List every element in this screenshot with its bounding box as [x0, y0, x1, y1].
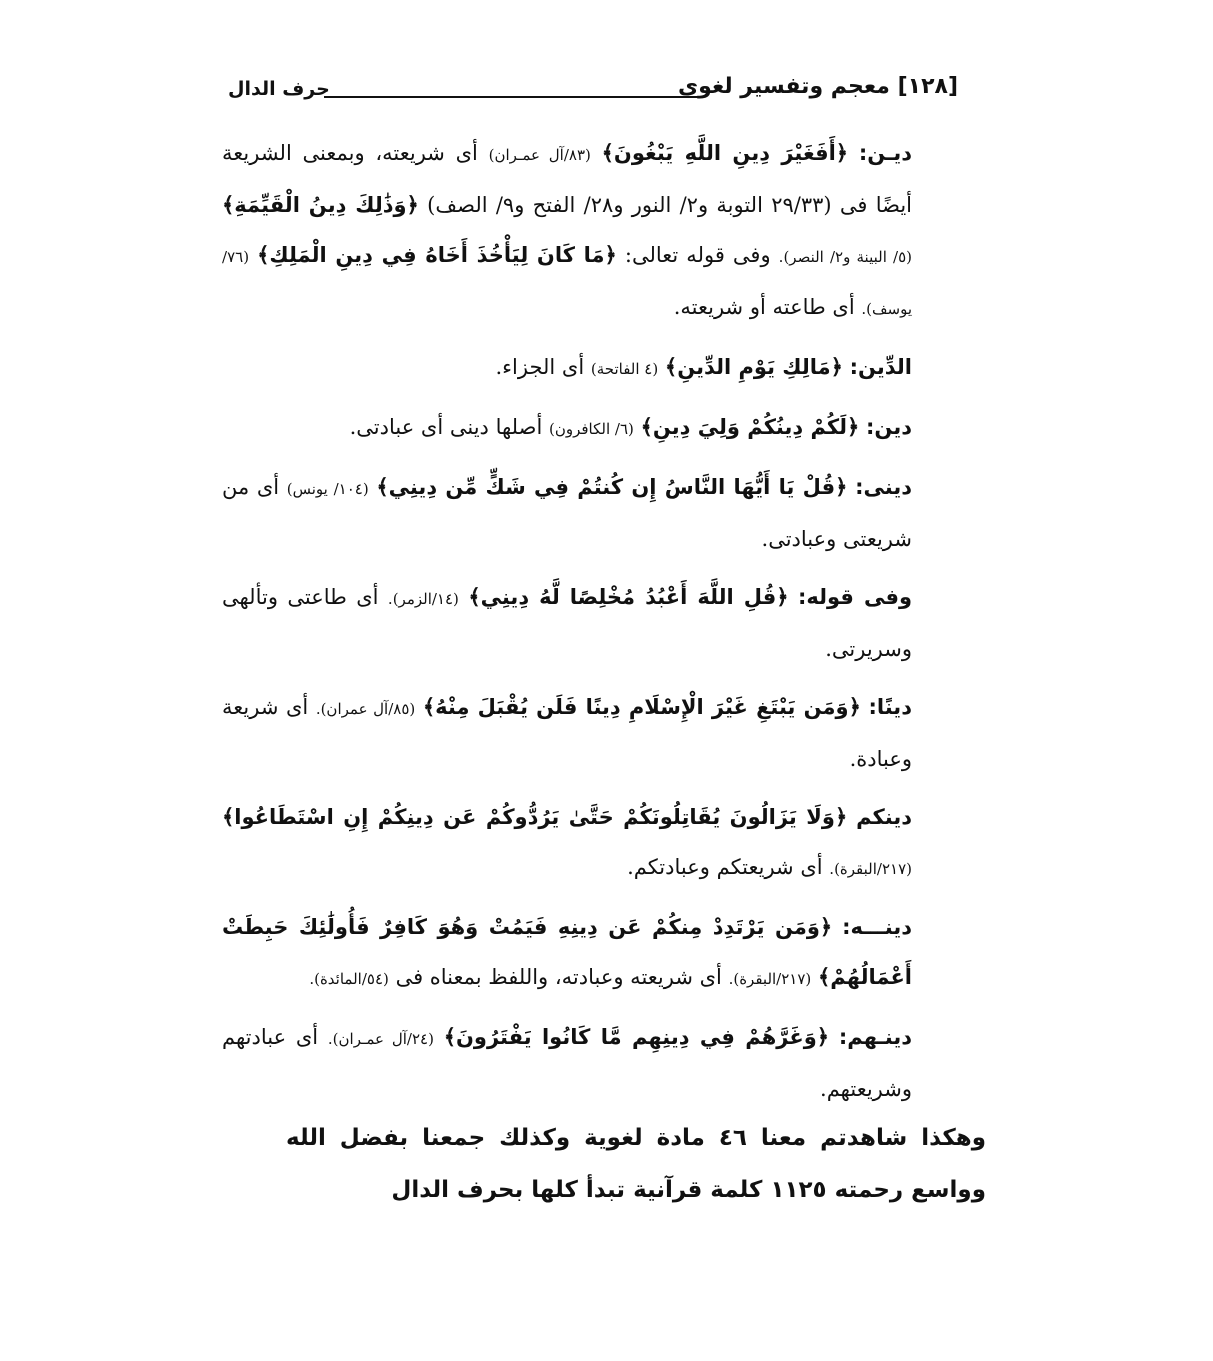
- entry-term: دينًا:: [868, 695, 912, 719]
- verse-reference: (٥/ البينة و٢/ النصر).: [778, 248, 912, 266]
- verse-reference: (١٤/الزمر).: [387, 590, 459, 608]
- entry-dinan: [222, 682, 962, 784]
- entry-din-2: [222, 402, 962, 454]
- entry-dinihi: [222, 902, 962, 1004]
- quran-verse: ﴿وَذَٰلِكَ دِينُ الْقَيِّمَةِ﴾: [222, 193, 419, 217]
- quran-verse: ﴿أَفَغَيْرَ دِينِ اللَّهِ يَبْغُونَ﴾: [601, 141, 849, 165]
- entry-gloss: أى عبادتهم وشريعتهم.: [222, 1025, 912, 1101]
- entry-al-din: [222, 342, 962, 394]
- entry-dini: [222, 462, 962, 564]
- quran-verse: ﴿وَغَرَّهُمْ فِي دِينِهِم مَّا كَانُوا يَفْتَرُونَ﴾: [443, 1025, 830, 1049]
- closing-paragraph: وهكذا شاهدتم معنا ٤٦ مادة لغوية وكذلك جمعنا بفضل الله وواسع رحمته ١١٢٥ كلمة قرآنية تبدأ كلها بحرف الدال: [286, 1125, 986, 1203]
- entry-din-1: [222, 128, 962, 334]
- entry-wa-fi-qawlihi: [222, 572, 962, 674]
- entry-gloss: وفى قوله تعالى:: [624, 243, 771, 267]
- entry-gloss: أصلها دينى أى عبادتى.: [349, 415, 543, 439]
- entry-dinihim: [222, 1012, 962, 1114]
- quran-verse: ﴿وَمَن يَبْتَغِ غَيْرَ الْإِسْلَامِ دِينًا فَلَن يُقْبَلَ مِنْهُ﴾: [422, 695, 861, 719]
- quran-verse: ﴿قُلِ اللَّهَ أَعْبُدُ مُخْلِصًا لَّهُ دِينِي﴾: [468, 585, 789, 609]
- quran-verse: ﴿مَالِكِ يَوْمِ الدِّينِ﴾: [664, 355, 843, 379]
- entry-gloss: أى شريعته، وبمعنى الشريعة أيضًا فى (٢٩/٣٣ التوبة و٢/ النور و٢٨/ الفتح و٩/ الصف): [222, 141, 913, 217]
- page-header: [228, 66, 958, 112]
- quran-verse: ﴿وَلَا يَزَالُونَ يُقَاتِلُونَكُمْ حَتَّىٰ يَرُدُّوكُمْ عَن دِينِكُمْ إِنِ اسْتَطَاعُوا﴾: [222, 805, 848, 829]
- verse-reference: (٢١٧/البقرة).: [728, 970, 812, 988]
- running-title: [١٢٨] معجم وتفسير لغوى: [678, 74, 958, 99]
- verse-reference: (١٠٤/ يونس): [286, 480, 369, 498]
- entry-gloss: أى شريعة وعبادة.: [222, 695, 912, 771]
- quran-verse: ﴿لَكُمْ دِينُكُمْ وَلِيَ دِينِ﴾: [640, 415, 860, 439]
- quran-verse: ﴿وَمَن يَرْتَدِدْ مِنكُمْ عَن دِينِهِ فَيَمُتْ وَهُوَ كَافِرٌ فَأُولَٰئِكَ حَبِطَتْ أَعْمَالُهُمْ﴾: [222, 915, 912, 989]
- verse-reference: (٥٤/المائدة).: [309, 970, 389, 988]
- entry-term: دين:: [866, 415, 912, 439]
- quran-verse: ﴿مَا كَانَ لِيَأْخُذَ أَخَاهُ فِي دِينِ الْمَلِكِ﴾: [257, 243, 617, 267]
- entry-gloss: أى طاعته أو شريعته.: [673, 295, 855, 319]
- verse-reference: (٢٤/آل عمـران).: [327, 1030, 434, 1048]
- entry-term: دينـــه:: [842, 915, 912, 939]
- entry-term: دينـهم:: [838, 1025, 912, 1049]
- entry-term: دينى:: [855, 475, 912, 499]
- section-title: حرف الدال: [228, 78, 330, 100]
- verse-reference: (٢١٧/البقرة).: [829, 860, 912, 878]
- verse-reference: (٧٦/ يوسف).: [222, 248, 912, 318]
- entry-gloss: أى شريعته وعبادته، واللفظ بمعناه فى: [395, 965, 722, 989]
- entry-term: ديـن:: [858, 141, 912, 165]
- entry-gloss: أى الجزاء.: [495, 355, 585, 379]
- quran-verse: ﴿قُلْ يَا أَيُّهَا النَّاسُ إِن كُنتُمْ فِي شَكٍّ مِّن دِينِي﴾: [376, 475, 848, 499]
- entries-body: [222, 128, 962, 1122]
- entry-term: وفى قوله:: [798, 585, 913, 609]
- verse-reference: (٨٣/آل عمـران): [488, 146, 591, 164]
- verse-reference: (٤ الفاتحة): [590, 360, 659, 378]
- verse-reference: (٨٥/آل عمران).: [315, 700, 416, 718]
- verse-reference: (٦/ الكافرون): [548, 420, 634, 438]
- entry-dinukum: [222, 792, 962, 894]
- entry-term: دينكم: [856, 805, 912, 829]
- entry-gloss: أى شريعتكم وعبادتكم.: [627, 855, 823, 879]
- entry-gloss: أى من شريعتى وعبادتى.: [222, 475, 912, 551]
- entry-term: الدِّين:: [849, 355, 912, 379]
- entry-gloss: أى طاعتى وتألهى وسريرتى.: [222, 585, 912, 661]
- header-rule: [324, 96, 698, 98]
